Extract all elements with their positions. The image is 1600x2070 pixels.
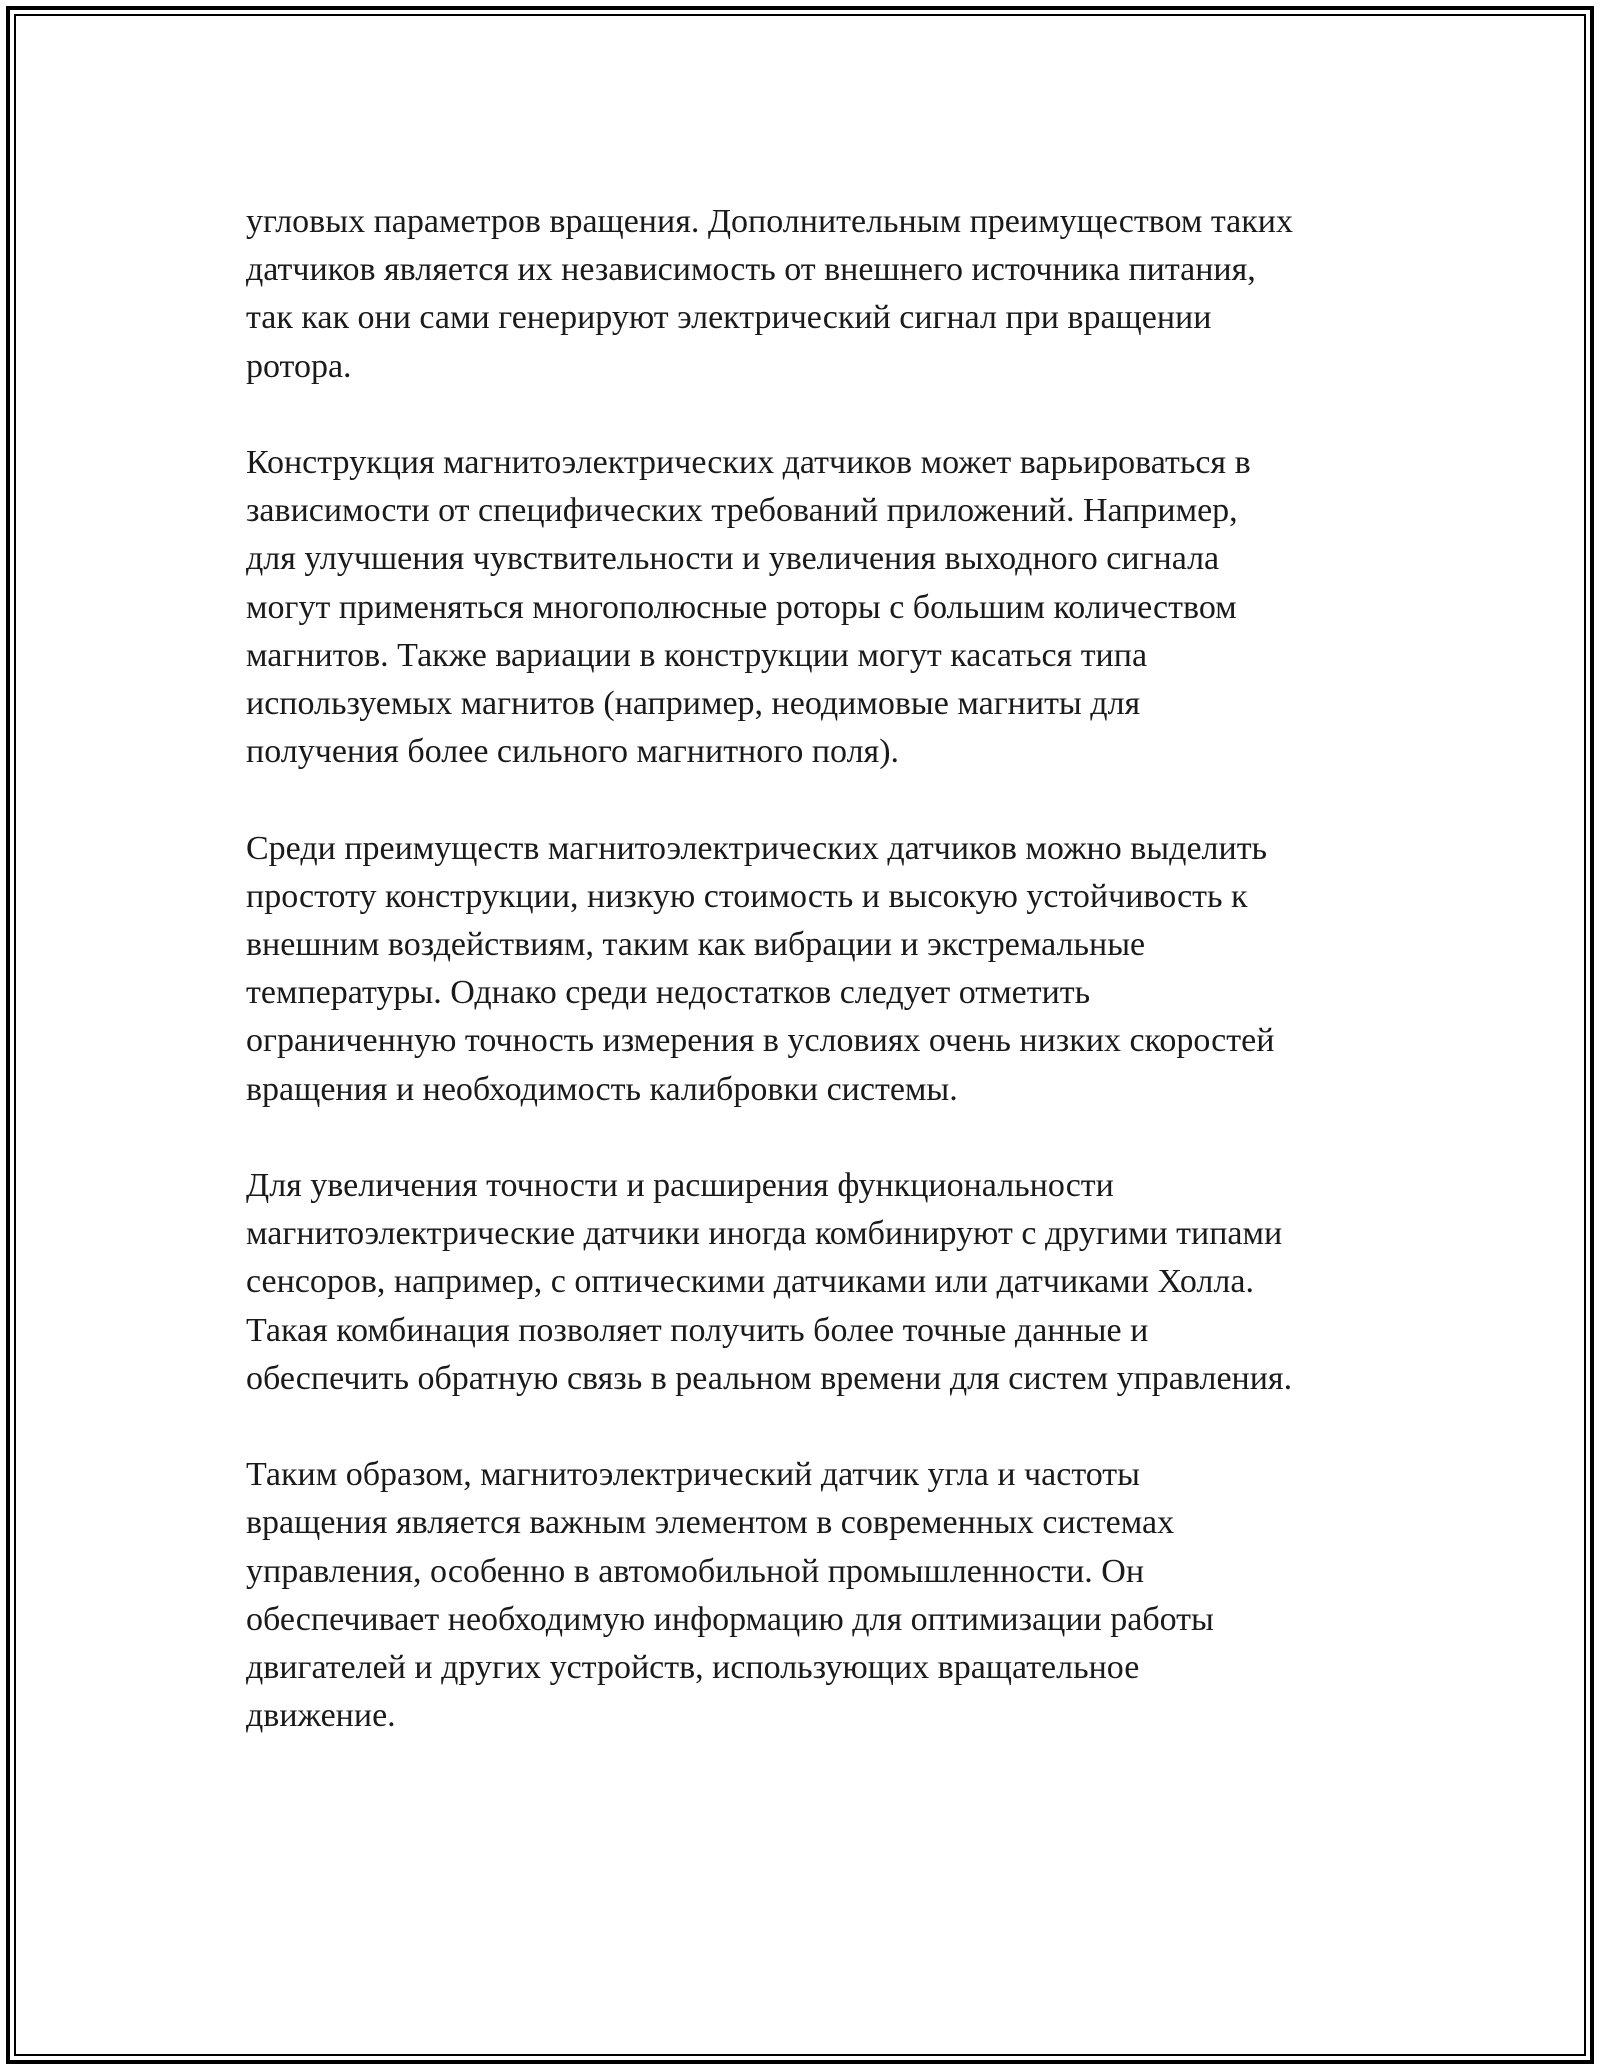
paragraph-1: угловых параметров вращения. Дополнительным преимуществом таких датчиков является их независимость от внешнего источника питания, так как они сами генерируют электрический сигнал при вращении ротора. (246, 203, 1293, 385)
paragraph-4: Для увеличения точности и расширения функциональности магнитоэлектрические датчики иногда комбинируют с другими типами сенсоров, например, с оптическими датчиками или датчиками Холла. Такая комбинация позволяет получить более точные данные и обеспечить обратную связь в реальном времени для систем управления. (246, 1167, 1293, 1397)
paragraph-5: Таким образом, магнитоэлектрический датчик угла и частоты вращения является важным элементом в современных системах управления, особенно в автомобильной промышленности. Он обеспечивает необходимую информацию для оптимизации работы двигателей и других устройств, использующих вращательное движение. (246, 1456, 1214, 1735)
page-frame (6, 6, 1594, 2064)
document-body (246, 198, 1386, 1789)
paragraph-2: Конструкция магнитоэлектрических датчиков может варьироваться в зависимости от специфических требований приложений. Например, для улучшения чувствительности и увеличения выходного сигнала могут применяться многополюсные роторы с большим количеством магнитов. Также вариации в конструкции могут касаться типа используемых магнитов (например, неодимовые магниты для получения более сильного магнитного поля). (246, 444, 1251, 771)
paragraph-3: Среди преимуществ магнитоэлектрических датчиков можно выделить простоту конструкции, низкую стоимость и высокую устойчивость к внешним воздействиям, таким как вибрации и экстремальные температуры. Однако среди недостатков следует отметить ограниченную точность измерения в условиях очень низких скоростей вращения и необходимость калибровки системы. (246, 829, 1275, 1108)
